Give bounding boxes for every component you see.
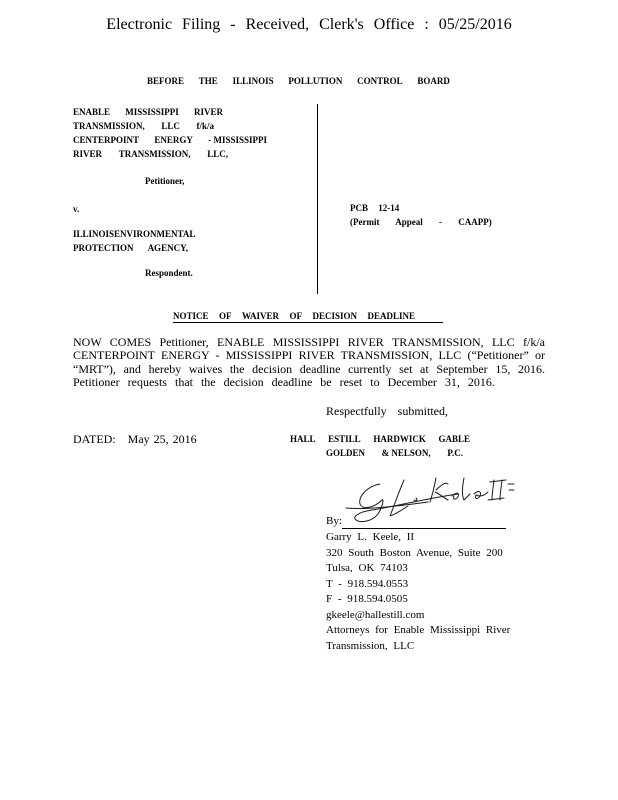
petitioner-word: f/k/a <box>196 121 214 131</box>
firm-word: P.C. <box>447 448 463 458</box>
body-line: NOW COMES Petitioner, ENABLE MISSISSIPPI RIVER TRANSMISSION, LLC f/k/a <box>73 335 545 349</box>
respondent-word: AGENCY, <box>147 243 188 253</box>
body-line: Petitioner requests that the decision deadline be reset to December 31, 2016. <box>73 375 495 389</box>
dated-line: DATED: May 25, 2016 <box>73 432 197 446</box>
fax-number: F - 918.594.0505 <box>326 593 408 605</box>
firm-word: & NELSON, <box>381 448 431 458</box>
petitioner-role: Petitioner, <box>145 176 185 186</box>
signature-line <box>342 528 506 529</box>
petitioner-word: RIVER <box>73 149 103 159</box>
petitioner-line <box>73 149 228 159</box>
firm-word: ESTILL <box>328 434 361 444</box>
body-line: “MRT”), and hereby waives the decision deadline currently set at September 15, 2016. <box>73 362 545 376</box>
notice-title-word: DEADLINE <box>367 311 415 321</box>
board-title-word: CONTROL <box>357 76 403 86</box>
closing: Respectfully submitted, <box>326 404 448 418</box>
notice-title-word: NOTICE <box>173 311 209 321</box>
phone-number: T - 918.594.0553 <box>326 577 409 590</box>
case-type: (Permit Appeal - CAAPP) <box>350 217 492 227</box>
firm-word: HALL <box>290 434 316 444</box>
respondent-word: PROTECTION <box>73 243 134 253</box>
board-title-word: ILLINOIS <box>232 76 274 86</box>
respondent-word: ILLINOIS <box>73 229 115 239</box>
notice-title-word: WAIVER <box>241 311 279 321</box>
board-title-word: POLLUTION <box>288 76 343 86</box>
signature-block <box>326 530 510 654</box>
filing-header: Electronic Filing - Received, Clerk's Office : 05/25/2016 <box>106 16 512 33</box>
board-title <box>147 76 450 86</box>
petitioner-word: ENERGY <box>154 135 193 145</box>
petitioner-word: TRANSMISSION, <box>118 149 191 159</box>
petitioner-line <box>73 107 223 117</box>
notice-title-word: DECISION <box>312 311 357 321</box>
caption-divider <box>317 104 318 294</box>
notice-title-word: OF <box>289 311 302 321</box>
versus-label: v. <box>73 204 80 214</box>
petitioner-word: MISSISSIPPI <box>125 107 179 117</box>
attorneys-for-line-2: Transmission, LLC <box>326 639 415 652</box>
petitioner-word: CENTERPOINT <box>73 135 140 145</box>
address-line-2: Tulsa, OK 74103 <box>326 562 408 574</box>
body-line: CENTERPOINT ENERGY - MISSISSIPPI RIVER TRANSMISSION, LLC (“Petitioner” or <box>73 348 545 362</box>
board-title-word: THE <box>198 76 218 86</box>
petitioner-word: ENABLE <box>73 107 111 117</box>
petitioner-word: - MISSISSIPPI <box>208 135 267 145</box>
firm-word: HARDWICK <box>373 434 426 444</box>
firm-word: GOLDEN <box>326 448 366 458</box>
attorneys-for-line-1: Attorneys for Enable Mississippi River <box>326 624 511 636</box>
attorney-name: Garry L. Keele, II <box>326 531 415 543</box>
petitioner-line <box>73 135 267 145</box>
firm-line <box>326 448 463 458</box>
case-number: PCB 12-14 <box>350 203 400 213</box>
petitioner-line <box>73 121 214 131</box>
board-title-word: BOARD <box>417 76 450 86</box>
board-title-word: BEFORE <box>147 76 185 86</box>
handwritten-signature <box>338 470 528 525</box>
address-line-1: 320 South Boston Avenue, Suite 200 <box>326 546 503 559</box>
respondent-role: Respondent. <box>145 268 193 278</box>
email-address: gkeele@hallestill.com <box>326 608 425 621</box>
petitioner-word: TRANSMISSION, <box>73 121 145 131</box>
petitioner-word: LLC, <box>207 149 228 159</box>
petitioner-word: LLC <box>161 121 180 131</box>
respondent-word: ENVIRONMENTAL <box>114 229 196 239</box>
respondent-line <box>73 243 188 253</box>
notice-title <box>173 311 415 321</box>
firm-word: GABLE <box>438 434 470 444</box>
respondent-line <box>73 229 196 239</box>
firm-line <box>290 434 470 444</box>
notice-title-underline <box>173 322 443 323</box>
petitioner-word: RIVER <box>193 107 223 117</box>
by-label: By: <box>326 515 342 527</box>
notice-title-word: OF <box>219 311 232 321</box>
